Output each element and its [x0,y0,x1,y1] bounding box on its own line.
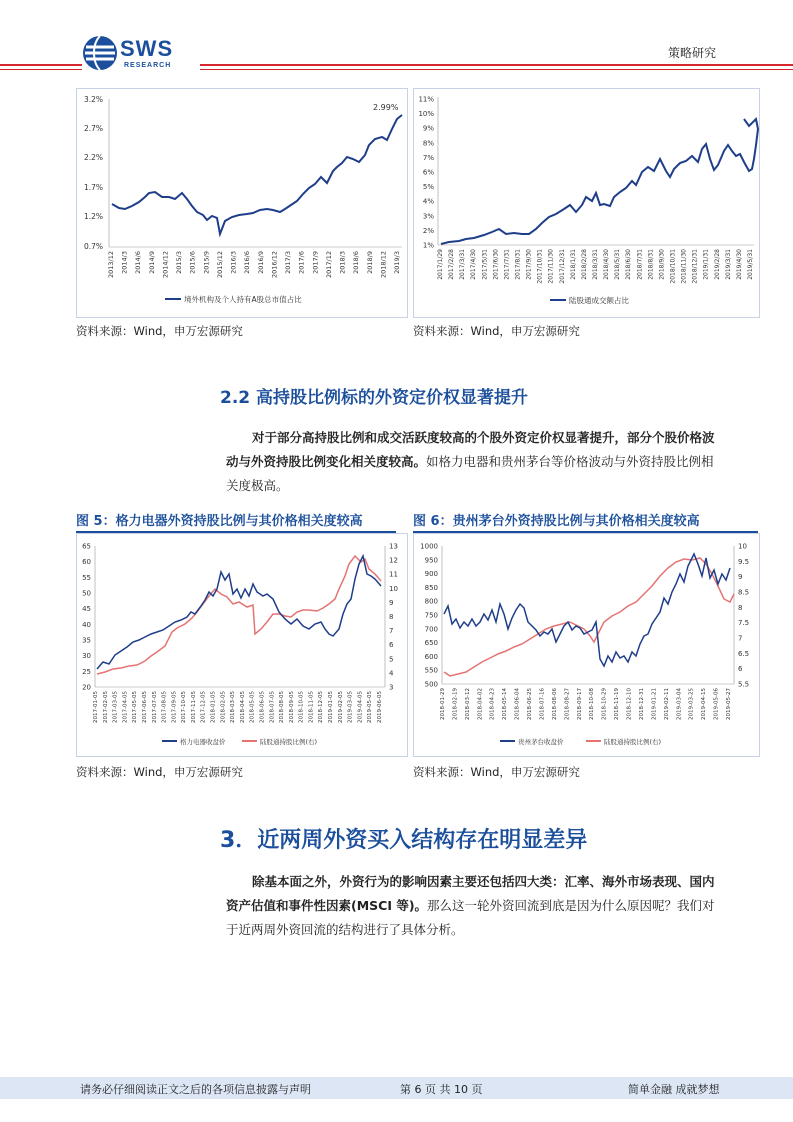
y-tick-label: 800 [424,597,438,606]
y-tick-label: 9% [422,124,434,133]
x-tick-label: 2019-03-04 [676,688,683,720]
y-tick-label: 4% [422,197,434,206]
y-tick-label: 1% [422,241,434,250]
x-tick-label: 2018-10-05 [298,691,305,723]
y-tick-label: 850 [424,583,438,592]
x-tick-label: 2018-01-29 [440,688,446,720]
x-tick-label: 2018/3 [338,251,347,274]
x-tick-label: 2018-12-05 [318,691,325,723]
y-tick-label: 6 [738,665,743,674]
x-tick-label: 2019-03-25 [688,688,695,720]
y-tick-label: 9 [738,573,743,582]
x-tick-label: 2017/3/31 [459,249,467,280]
y-tick-label: 6.5 [738,649,750,658]
x-tick-label: 2018-03-05 [230,691,237,723]
y-tick-label: 30 [82,652,91,661]
chart1-legend: 境外机构及个人持有A股总市值占比 [184,295,302,304]
y-tick-label: 11% [418,95,434,104]
x-tick-label: 2018/9/30 [658,249,666,280]
source-note: 资料来源：Wind，申万宏源研究 [413,324,580,338]
section3-paragraph [226,870,726,942]
section22-bold-text: 对于部分高持股比例和成交活跃度较高的个股外资定价权显著提升，部分个股价格波动与外资持股比例变化相关度较高。 [226,430,715,469]
section3-bold-text: 除基本面之外，外资行为的影响因素主要还包括四大类：汇率、海外市场表现、国内资产估值和事件性因素(MSCI 等)。 [226,874,715,913]
x-tick-label: 2017/3 [284,251,293,274]
x-tick-label: 2018-07-16 [539,688,546,720]
x-tick-label: 2018-04-02 [477,688,484,720]
x-tick-label: 2018-06-05 [259,691,266,723]
x-tick-label: 2017-04-05 [122,691,129,723]
x-tick-label: 2018/7/31 [636,249,644,280]
y-tick-label: 7 [389,627,394,636]
x-tick-label: 2017-12-05 [200,691,207,723]
x-tick-label: 2018-10-29 [601,688,608,720]
x-tick-label: 2014/3 [120,251,129,274]
chart1-ytick: 2.2% [83,153,103,162]
x-tick-label: 2015/6 [188,251,197,274]
logo-globe-icon [82,34,118,72]
figure-6-title: 图 6：贵州茅台外资持股比例与其价格相关度较高 [413,510,758,533]
x-tick-label: 2017/7/31 [503,249,511,280]
x-tick-label: 2017-08-05 [161,691,168,723]
y-tick-label: 10 [738,542,747,551]
chart-moutai-price-vs-holding [413,533,760,757]
x-tick-label: 2017/4/30 [470,249,478,280]
x-tick-label: 2019-04-05 [357,691,364,723]
y-tick-label: 3% [422,212,434,221]
section22-paragraph [226,426,726,498]
x-tick-label: 2019-05-05 [367,691,374,723]
x-tick-label: 2018-02-19 [452,688,459,720]
chart3-series-price [97,556,381,669]
y-tick-label: 1000 [420,542,438,551]
y-tick-label: 500 [424,680,438,689]
x-tick-label: 2017/8/31 [514,249,522,280]
y-tick-label: 7.5 [738,619,750,628]
logo-text: SWS [120,36,174,61]
x-tick-label: 2018/6/30 [625,249,633,280]
y-tick-label: 40 [82,620,91,629]
x-tick-label: 2018-01-05 [210,691,217,723]
x-tick-label: 2018/3/31 [592,249,599,280]
x-tick-label: 2017-03-05 [112,691,119,723]
x-tick-label: 2018-08-05 [279,691,286,723]
x-tick-label: 2017-01-05 [93,691,99,723]
x-tick-label: 2017-02-05 [102,691,109,723]
page-footer [0,1077,793,1099]
y-tick-label: 10% [418,110,434,119]
chart1-annotation: 2.99% [373,103,399,112]
footer-page-number: 第 6 页 共 10 页 [400,1083,483,1096]
x-tick-label: 2018/2/28 [580,249,588,280]
y-tick-label: 900 [424,570,438,579]
x-tick-label: 2018-08-27 [564,688,571,720]
chart2-series-line [441,119,758,244]
y-tick-label: 7% [422,153,434,162]
x-tick-label: 2015/3 [175,251,184,274]
x-tick-label: 2017/1/29 [437,249,444,280]
chart3-legend-holding: 陆股通持股比例(右) [260,738,318,746]
x-tick-label: 2014/9 [147,251,156,274]
chart4-legend-holding: 陆股通持股比例(右) [604,738,662,746]
x-tick-label: 2018-05-05 [249,691,256,723]
source-note: 资料来源：Wind，申万宏源研究 [76,765,243,779]
x-tick-label: 2018/4/30 [603,249,611,280]
x-tick-label: 2018/12/31 [691,249,699,284]
x-tick-label: 2017/12 [324,251,333,279]
x-tick-label: 2017/9 [311,251,320,274]
chart-gree-price-vs-holding [76,533,408,757]
x-tick-label: 2019-03-05 [347,691,354,723]
x-tick-label: 2018-05-14 [502,688,509,720]
x-tick-label: 2016/9 [256,251,265,274]
section-heading-3: 3．近两周外资买入结构存在明显差异 [220,828,588,853]
x-tick-label: 2017/6 [297,251,306,274]
chart2-svg [414,89,759,317]
header-divider [0,69,82,70]
y-tick-label: 45 [82,605,91,614]
x-tick-label: 2019-05-06 [713,688,720,720]
x-tick-label: 2018-04-05 [239,691,246,723]
y-tick-label: 8 [738,603,743,612]
chart1-ytick: 2.7% [83,124,103,133]
x-tick-label: 2017/6/30 [492,249,500,280]
x-tick-label: 2016/6 [243,251,252,274]
y-tick-label: 750 [424,611,438,620]
x-tick-label: 2018/12 [379,251,388,279]
header-section-label: 策略研究 [668,46,717,60]
chart3-legend-price: 格力电器收盘价 [180,738,226,746]
x-tick-label: 2014/6 [134,251,143,274]
x-tick-label: 2018-11-19 [614,688,621,720]
x-tick-label: 2019-01-05 [328,691,335,723]
y-tick-label: 4 [389,669,394,678]
x-tick-label: 2017-11-05 [190,691,197,723]
chart1-ytick: 0.7% [83,242,103,251]
x-tick-label: 2018/5/31 [614,249,622,280]
x-tick-label: 2018/10/31 [669,249,677,284]
x-tick-label: 2019-01-21 [651,688,658,720]
y-tick-label: 60 [82,558,91,567]
y-tick-label: 5 [389,655,394,664]
chart1-svg [77,89,407,317]
x-tick-label: 2018-09-17 [576,688,583,720]
chart4-series-holding [444,558,734,676]
y-tick-label: 12 [389,556,398,565]
y-tick-label: 13 [389,542,398,551]
x-tick-label: 2019/2/28 [713,249,721,280]
x-tick-label: 2019/4/30 [735,249,743,280]
y-tick-label: 5% [422,183,434,192]
chart-foreign-holding-ratio [76,88,408,318]
y-tick-label: 8 [389,613,394,621]
y-tick-label: 65 [82,542,91,551]
x-tick-label: 2018/9 [365,251,374,274]
y-tick-label: 650 [424,639,438,648]
x-tick-label: 2013/12 [107,251,115,279]
y-tick-label: 35 [82,636,91,645]
x-tick-label: 2018-06-04 [514,688,521,720]
x-tick-label: 2018/11/30 [680,249,688,284]
x-tick-label: 2018/1/31 [569,249,577,280]
y-tick-label: 5.5 [738,680,750,689]
header-divider [200,64,793,66]
x-tick-label: 2017/5/31 [481,249,489,280]
x-tick-label: 2018/8/31 [647,249,655,280]
y-tick-label: 8% [422,139,434,148]
x-tick-label: 2017-06-05 [141,691,148,723]
x-tick-label: 2017/12/31 [558,249,566,284]
x-tick-label: 2018-10-08 [589,688,596,720]
y-tick-label: 25 [82,667,91,676]
x-tick-label: 2019/3/31 [724,249,732,280]
y-tick-label: 6% [422,168,434,177]
chart2-legend: 陆股通成交额占比 [569,296,629,305]
x-tick-label: 2019-02-11 [663,688,670,720]
section-heading-2-2: 2.2 高持股比例标的外资定价权显著提升 [220,388,529,408]
x-tick-label: 2015/12 [215,251,224,279]
y-tick-label: 7 [738,634,743,643]
x-tick-label: 2017/11/30 [547,249,555,284]
x-tick-label: 2017-05-05 [132,691,139,723]
x-tick-label: 2018-02-05 [220,691,227,723]
chart3-svg [77,534,407,756]
section3-text: 那么这一轮外资回流到底是因为什么原因呢？我们对于近两周外资回流的结构进行了具体分析。 [226,898,715,937]
y-tick-label: 2% [422,226,434,235]
x-tick-label: 2015/9 [202,251,211,274]
footer-slogan: 简单金融 成就梦想 [628,1083,720,1096]
y-tick-label: 550 [424,666,438,675]
x-tick-label: 2019/5/31 [747,249,754,280]
y-tick-label: 9.5 [738,557,750,566]
x-tick-label: 2019-04-15 [701,688,708,720]
chart-northbound-turnover-ratio [413,88,760,318]
x-tick-label: 2018-03-12 [464,688,471,720]
x-tick-label: 2017-09-05 [171,691,178,723]
y-tick-label: 3 [389,683,394,692]
y-tick-label: 8.5 [738,588,750,597]
y-tick-label: 50 [82,589,91,598]
x-tick-label: 2018-04-23 [489,688,496,720]
x-tick-label: 2019-06-05 [377,691,383,723]
x-tick-label: 2018-06-25 [527,688,534,720]
figure-5-title: 图 5：格力电器外资持股比例与其价格相关度较高 [76,510,396,533]
y-tick-label: 950 [424,556,438,565]
header-divider [200,69,793,70]
footer-disclaimer: 请务必仔细阅读正文之后的各项信息披露与声明 [80,1083,311,1096]
chart4-series-price [444,554,730,666]
x-tick-label: 2019-05-27 [726,688,732,720]
x-tick-label: 2018-11-05 [308,691,315,723]
x-tick-label: 2018-09-05 [288,691,295,723]
x-tick-label: 2014/12 [161,251,170,279]
chart4-legend-price: 贵州茅台收盘价 [518,738,564,746]
x-tick-label: 2016/3 [229,251,238,274]
source-note: 资料来源：Wind，申万宏源研究 [76,324,243,338]
section22-text: 如格力电器和贵州茅台等价格波动与外资持股比例相关度极高。 [226,454,714,493]
x-tick-label: 2018/6 [352,251,361,274]
logo-subtext: RESEARCH [124,62,172,69]
y-tick-label: 55 [82,573,91,582]
y-tick-label: 9 [389,598,394,607]
chart1-ytick: 3.2% [83,95,103,104]
y-tick-label: 6 [389,641,394,650]
x-tick-label: 2019/1/31 [702,249,710,280]
x-tick-label: 2018-12-10 [626,688,633,720]
chart1-ytick: 1.7% [83,183,103,192]
x-tick-label: 2019/3 [393,251,401,274]
chart3-series-holding [97,556,381,674]
chart1-series-line [112,115,402,234]
y-tick-label: 600 [424,652,438,661]
x-tick-label: 2017/10/31 [536,249,544,284]
y-tick-label: 11 [389,570,398,579]
x-tick-label: 2017/2/28 [448,249,456,280]
source-note: 资料来源：Wind，申万宏源研究 [413,765,580,779]
x-tick-label: 2018-08-06 [551,688,558,720]
header-divider [0,64,82,66]
chart4-svg [414,534,759,756]
x-tick-label: 2019-02-05 [337,691,344,723]
y-tick-label: 700 [424,625,438,634]
x-tick-label: 2016/12 [270,251,279,279]
chart1-ytick: 1.2% [83,212,103,221]
x-tick-label: 2017-10-05 [181,691,188,723]
x-tick-label: 2018-07-05 [269,691,276,723]
x-tick-label: 2017-07-05 [151,691,158,723]
x-tick-label: 2018-12-31 [638,688,645,720]
y-tick-label: 20 [82,683,91,692]
y-tick-label: 10 [389,584,398,593]
x-tick-label: 2017/9/30 [525,249,533,280]
